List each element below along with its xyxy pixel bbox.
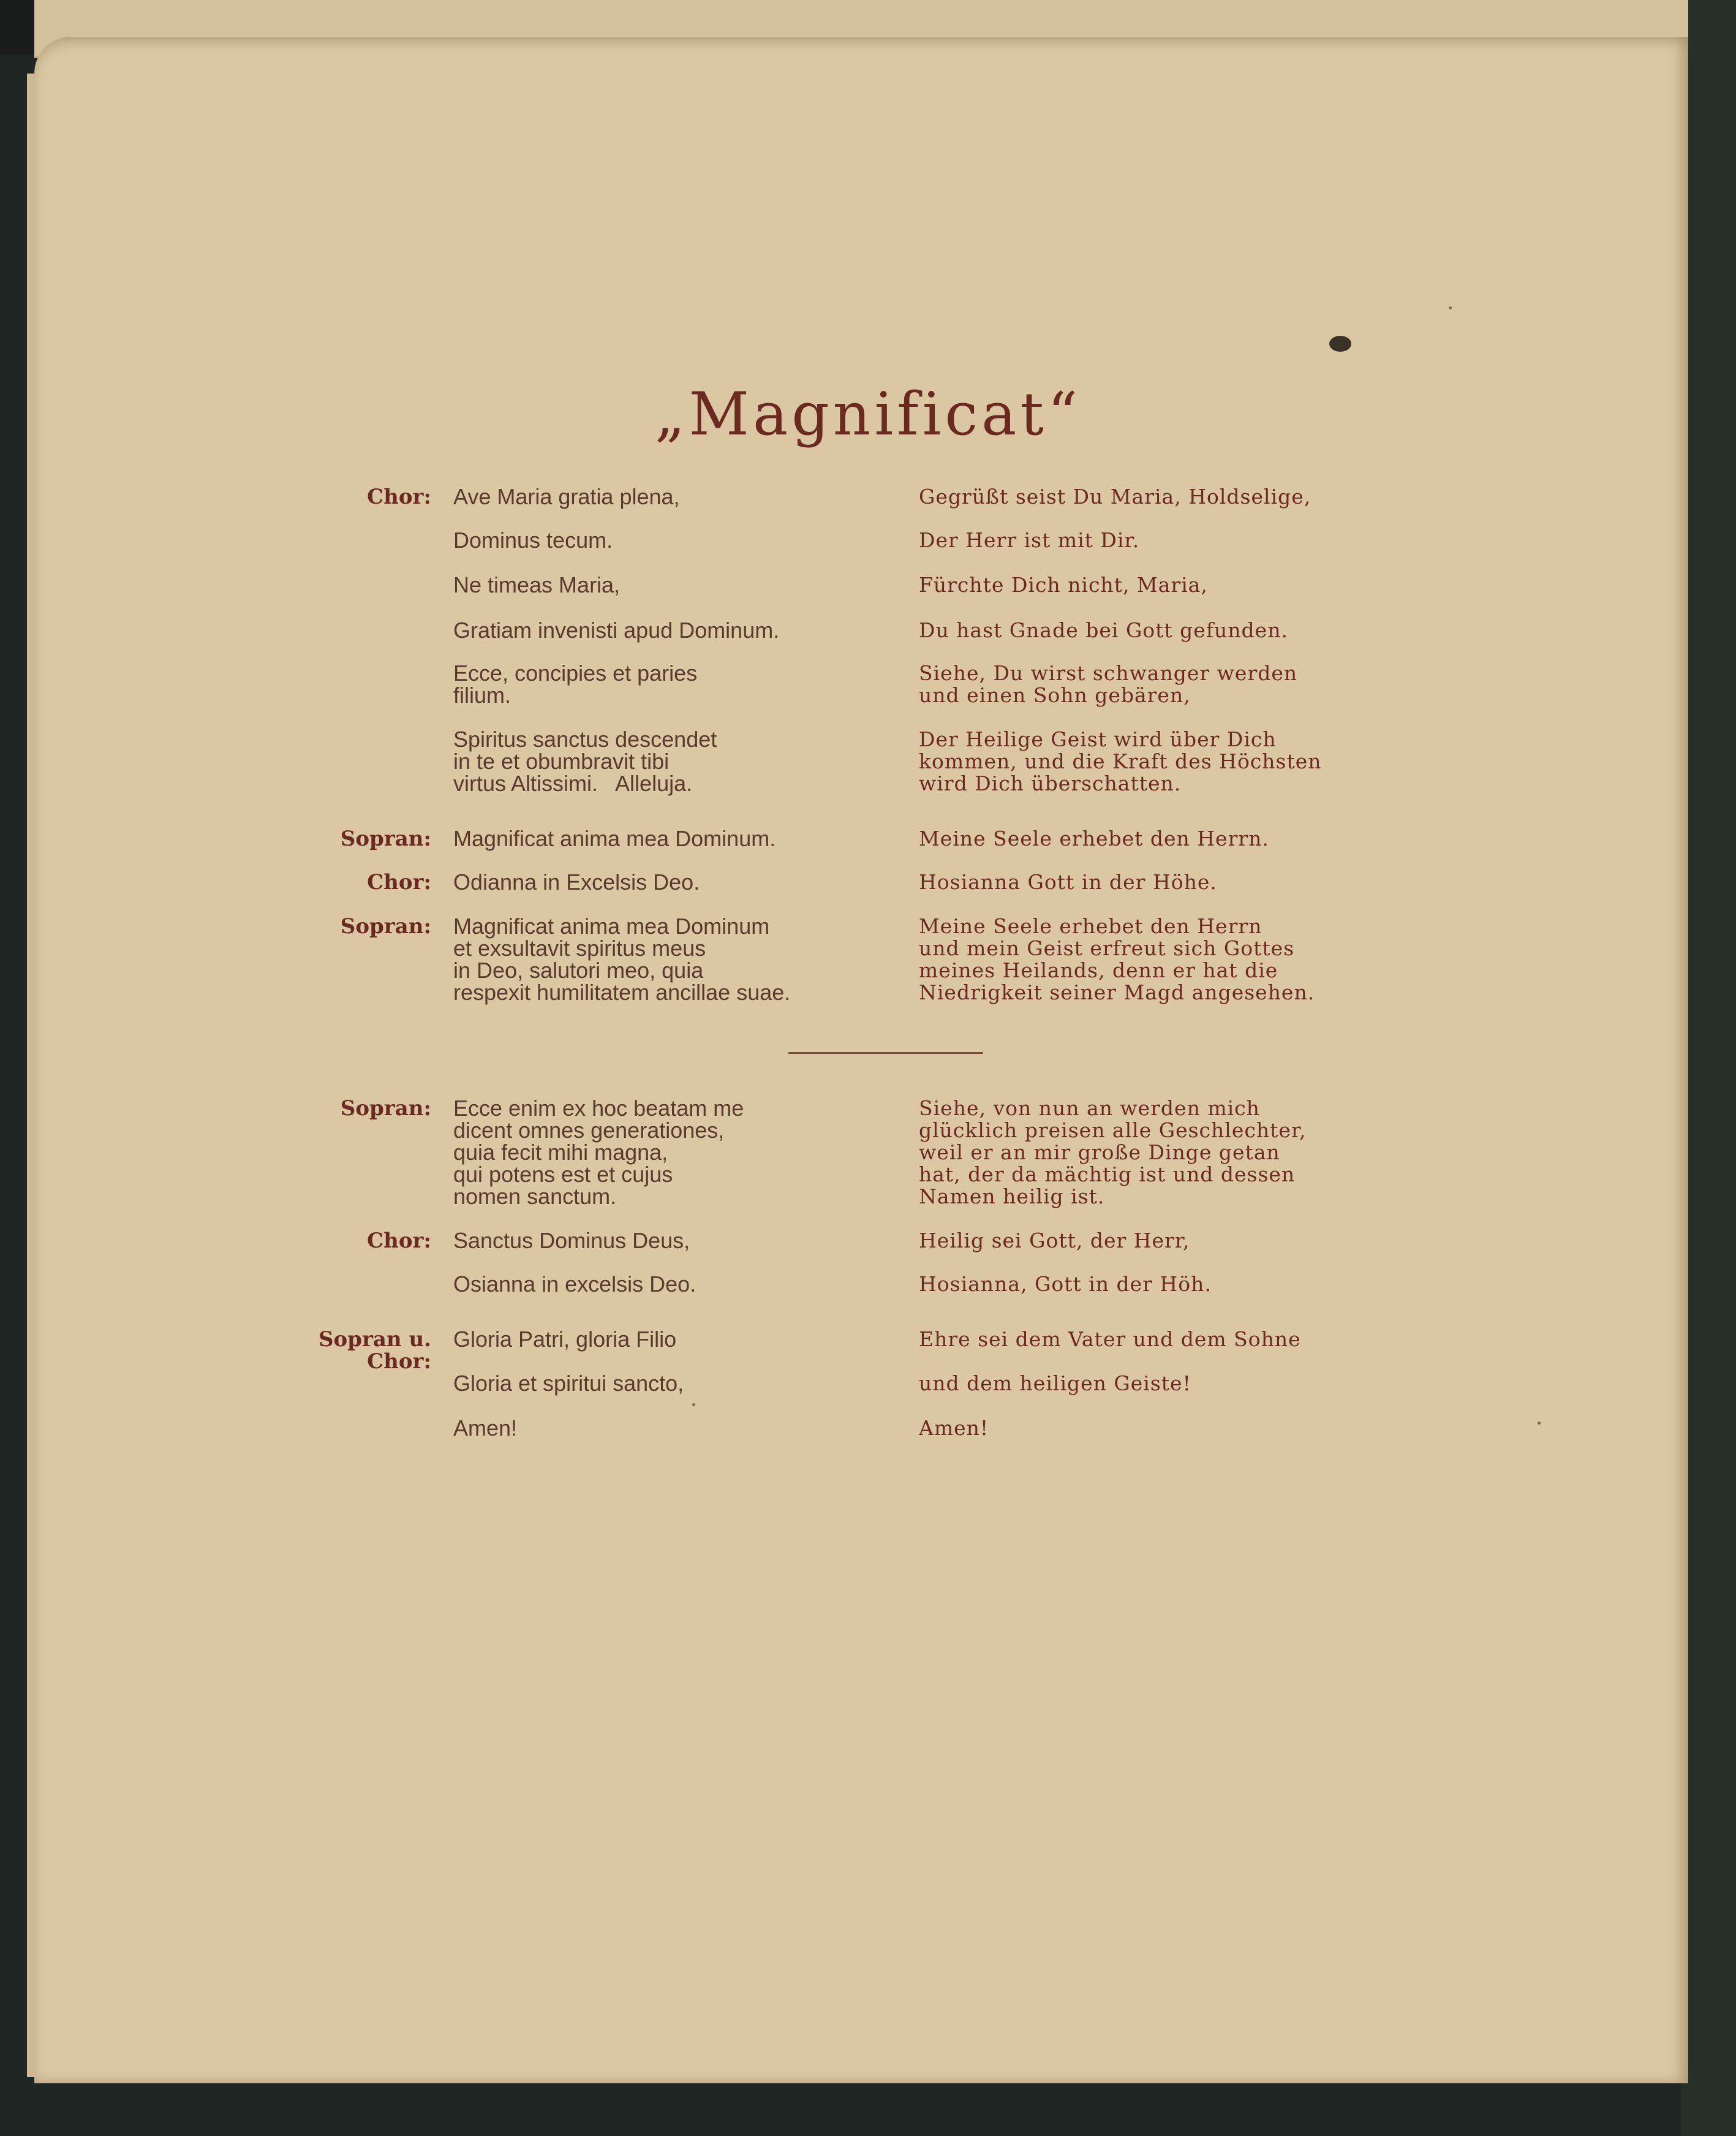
german-text: Meine Seele erhebet den Herrn und mein Geist erfreut sich Gottes meines Heilands, denn er hat die Niedrigkeit seiner Magd angesehen. (919, 914, 1315, 1004)
role-label: Chor: (367, 870, 431, 895)
german-text: Fürchte Dich nicht, Maria, (919, 573, 1208, 597)
german-text: Gegrüßt seist Du Maria, Holdselige, (919, 485, 1311, 509)
page-title: „Magnificat“ (654, 380, 1082, 449)
latin-text: Osianna in excelsis Deo. (453, 1271, 696, 1297)
role-label: Chor: (367, 1229, 431, 1253)
paper-speck (1449, 306, 1452, 309)
latin-text: Spiritus sanctus descendet in te et obumbravit tibi virtus Altissimi. Alleluja. (453, 727, 717, 796)
latin-text: Magnificat anima mea Dominum et exsultavit spiritus meus in Deo, salutori meo, quia respexit humilitatem ancillae suae. (453, 914, 791, 1005)
german-text: Amen! (919, 1416, 989, 1440)
role-label: Chor: (367, 485, 431, 509)
latin-text: Gratiam invenisti apud Dominum. (453, 618, 780, 643)
german-text: Meine Seele erhebet den Herrn. (919, 827, 1269, 850)
section-divider (788, 1052, 983, 1054)
german-text: Der Herr ist mit Dir. (919, 528, 1140, 552)
latin-text: Gloria Patri, gloria Filio (453, 1327, 677, 1352)
latin-text: Amen! (453, 1415, 518, 1441)
german-text: Hosianna Gott in der Höhe. (919, 870, 1217, 894)
paper-speck (1538, 1422, 1541, 1425)
latin-text: Sanctus Dominus Deus, (453, 1228, 690, 1253)
page-sheet (34, 37, 1688, 2083)
german-text: Hosianna, Gott in der Höh. (919, 1272, 1212, 1296)
german-text: Ehre sei dem Vater und dem Sohne (919, 1327, 1301, 1351)
latin-text: Magnificat anima mea Dominum. (453, 826, 776, 851)
latin-text: Dominus tecum. (453, 528, 613, 553)
latin-text: Gloria et spiritui sancto, (453, 1371, 684, 1396)
latin-text: Odianna in Excelsis Deo. (453, 869, 700, 895)
german-text: Siehe, Du wirst schwanger werden und einen Sohn gebären, (919, 661, 1298, 707)
ink-smudge (1329, 336, 1351, 352)
role-label: Sopran: (340, 827, 431, 851)
paper-speck (692, 1403, 695, 1406)
latin-text: Ecce, concipies et paries filium. (453, 661, 698, 708)
role-label: Sopran: (340, 914, 431, 939)
book-binding (1681, 0, 1736, 2136)
latin-text: Ave Maria gratia plena, (453, 484, 680, 509)
latin-text: Ecce enim ex hoc beatam me dicent omnes generationes, quia fecit mihi magna, qui potens est et cujus nomen sanctum. (453, 1096, 744, 1209)
latin-text: Ne timeas Maria, (453, 572, 621, 597)
german-text: und dem heiligen Geiste! (919, 1371, 1191, 1395)
german-text: Der Heilige Geist wird über Dich kommen, und die Kraft des Höchsten wird Dich überschatten. (919, 727, 1322, 795)
german-text: Heilig sei Gott, der Herr, (919, 1229, 1190, 1252)
german-text: Du hast Gnade bei Gott gefunden. (919, 618, 1288, 642)
german-text: Siehe, von nun an werden mich glücklich preisen alle Geschlechter, weil er an mir große Dinge getan hat, der da mächtig ist und dessen Namen heilig ist. (919, 1096, 1307, 1208)
role-label: Sopran u. Chor: (318, 1327, 431, 1374)
role-label: Sopran: (340, 1096, 431, 1121)
